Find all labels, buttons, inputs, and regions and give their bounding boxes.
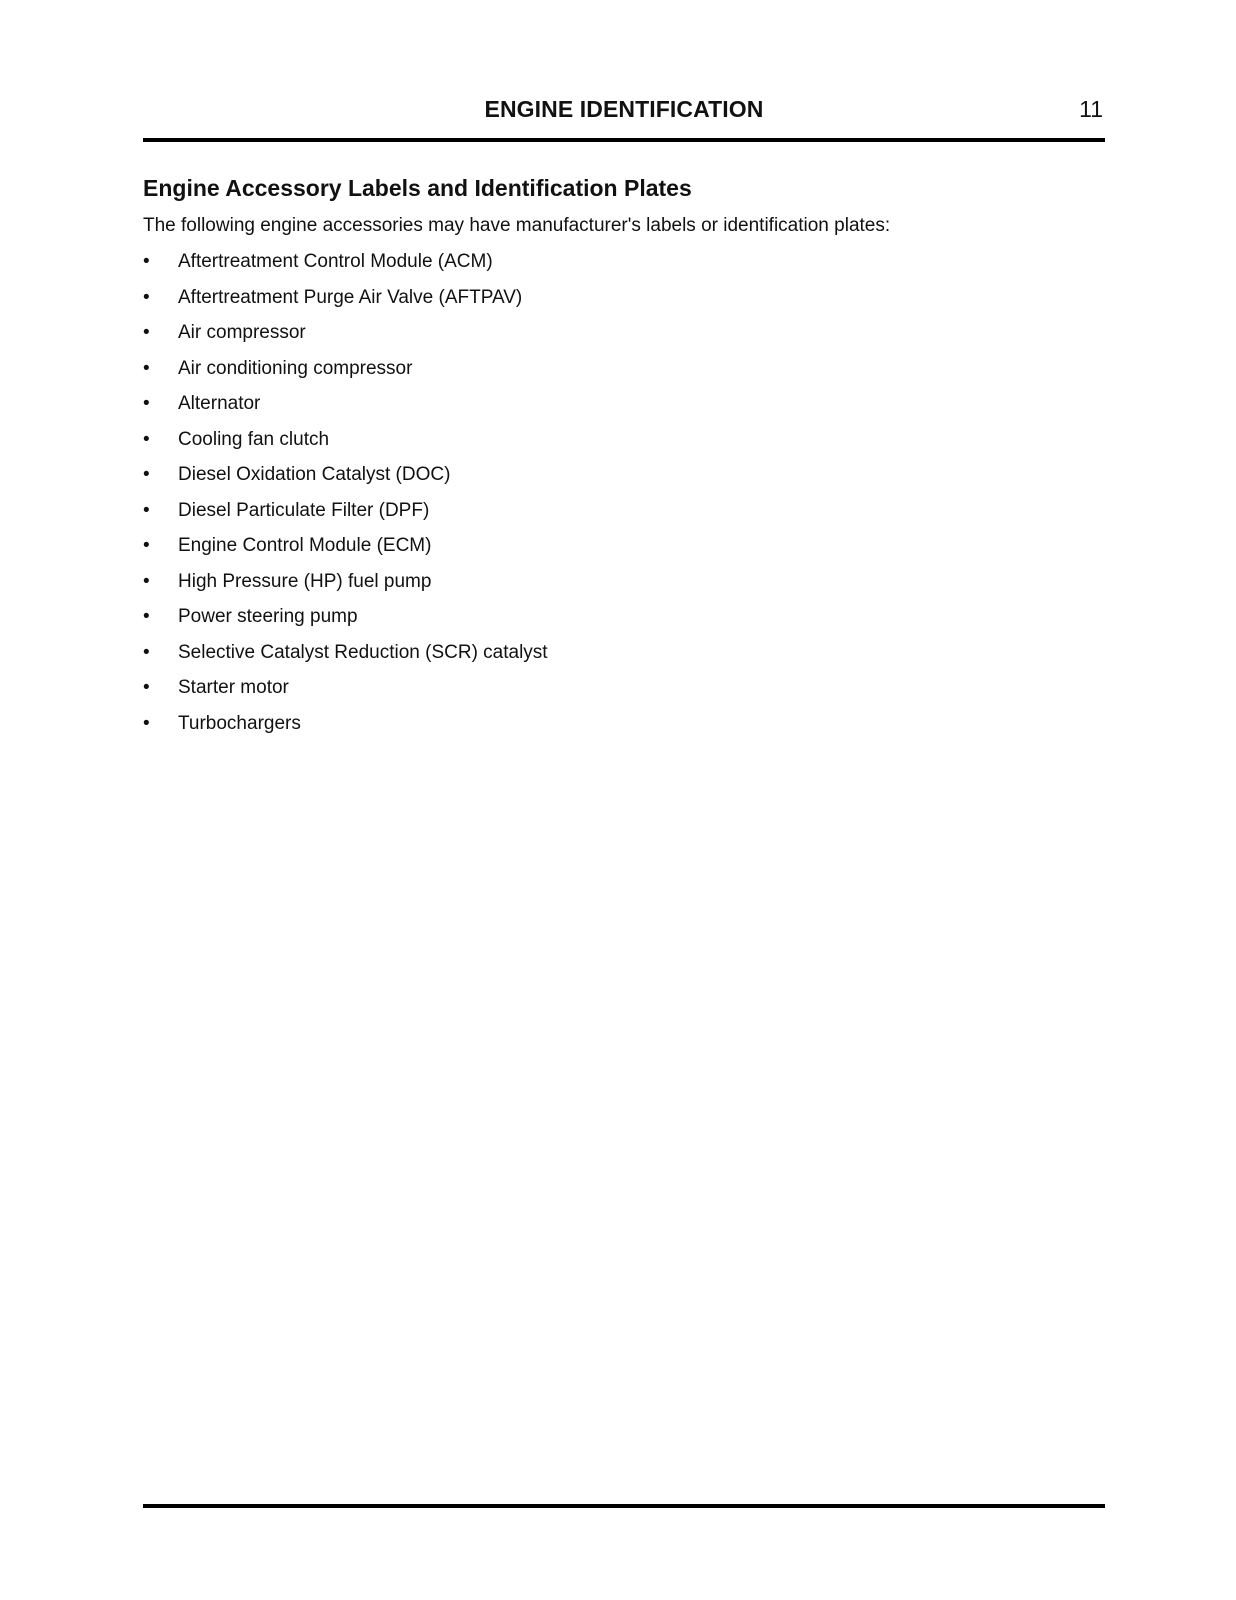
page-number: 11: [1079, 96, 1103, 122]
list-item-text: Alternator: [178, 393, 261, 414]
bullet-icon: •: [143, 570, 150, 592]
list-item-text: Diesel Particulate Filter (DPF): [178, 499, 430, 521]
list-item-text: Turbochargers: [178, 712, 301, 734]
list-item-text: Diesel Oxidation Catalyst (DOC): [178, 464, 451, 485]
bullet-icon: •: [143, 357, 150, 379]
page-header: [143, 92, 1105, 128]
bullet-icon: •: [143, 286, 150, 308]
list-item-text: Power steering pump: [178, 606, 358, 627]
header-title: ENGINE IDENTIFICATION: [484, 96, 764, 122]
bullet-icon: •: [143, 322, 150, 343]
list-item-text: Air conditioning compressor: [178, 357, 413, 379]
list-item-text: Aftertreatment Control Module (ACM): [178, 251, 493, 272]
list-item-text: Cooling fan clutch: [178, 428, 330, 450]
bullet-icon: •: [143, 251, 150, 272]
bullet-icon: •: [143, 428, 150, 450]
bullet-icon: •: [143, 393, 150, 414]
list-item-text: High Pressure (HP) fuel pump: [178, 570, 432, 592]
bullet-icon: •: [143, 677, 150, 698]
section-title: Engine Accessory Labels and Identification Plates: [143, 175, 692, 201]
bullet-icon: •: [143, 641, 150, 663]
list-item-text: Air compressor: [178, 322, 306, 343]
bullet-icon: •: [143, 606, 150, 627]
bullet-icon: •: [143, 499, 150, 521]
intro-paragraph: The following engine accessories may have manufacturer's labels or identification plates:: [143, 215, 891, 236]
list-item-text: Aftertreatment Purge Air Valve (AFTPAV): [178, 286, 523, 308]
bullet-icon: •: [143, 464, 150, 485]
bullet-icon: •: [143, 535, 150, 556]
header-rule: [143, 138, 1105, 142]
list-item-text: Selective Catalyst Reduction (SCR) catalyst: [178, 641, 548, 663]
list-item-text: Engine Control Module (ECM): [178, 535, 432, 556]
footer-rule: [143, 1504, 1105, 1508]
bullet-icon: •: [143, 712, 150, 734]
list-item-text: Starter motor: [178, 677, 289, 698]
